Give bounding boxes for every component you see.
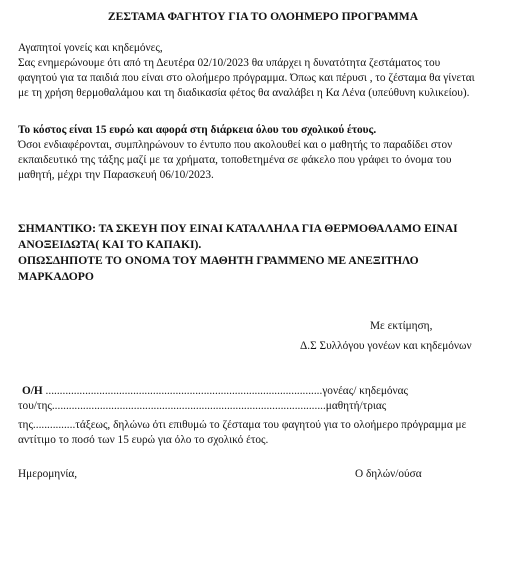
notice-line: ΣΗΜΑΝΤΙΚΟ: ΤΑ ΣΚΕΥΗ ΠΟΥ ΕΙΝΑΙ ΚΑΤΑΛΛΗΛΑ ΓΙΑ ΘΕΡΜΟΘΑΛΑΜΟ ΕΙΝΑΙ [18, 222, 458, 235]
greeting: Αγαπητοί γονείς και κηδεμόνες, [18, 42, 163, 54]
intro-line: με τη χρήση θερμοθαλάμου και τη διαδικασία φέτος θα αναλάβει η Κα Λένα (υπεύθυνη κυλικείου). [18, 87, 470, 99]
date-label: Ημερομηνία, [18, 468, 78, 480]
form-line-class[interactable]: της...............τάξεως, δηλώνω ότι επιθυμώ το ζέσταμα του φαγητού για το ολοήμερο πρόγραμμα με [18, 419, 467, 431]
notice-line: ΟΠΩΣΔΗΠΟΤΕ ΤΟ ΟΝΟΜΑ ΤΟΥ ΜΑΘΗΤΗ ΓΡΑΜΜΕΝΟ ΜΕ ΑΝΕΞΙΤΗΛΟ [18, 254, 419, 267]
signoff [300, 319, 510, 354]
declaration-form [18, 384, 516, 448]
cost-highlight: Το κόστος είναι 15 ευρώ και αφορά στη διάρκεια όλου του σχολικού έτους. [18, 124, 377, 136]
declarant-label: Ο δηλών/ούσα [355, 468, 422, 480]
cost-line: εκπαιδευτικό της τάξης μαζί με τα χρήματα, τοποθετημένα σε φάκελο που γράφει το όνομα του [18, 154, 452, 166]
notice-line: ΜΑΡΚΑΔΟΡΟ [18, 270, 94, 283]
form-label-oh: Ο/Η [22, 385, 43, 397]
form-line-student[interactable]: του/της.................................................................................................μαθητή/τριας [18, 400, 387, 412]
intro-line: Σας ενημερώνουμε ότι από τη Δευτέρα 02/10/2023 θα υπάρχει η δυνατότητα ζεστάματος του [18, 57, 441, 69]
cost-line: Όσοι ενδιαφέρονται, συμπληρώνουν το έντυπο που ακολουθεί και ο μαθητής το παραδίδει στον [18, 139, 453, 151]
guardian-name-blank[interactable]: ..................................................................................................γονέας/ κηδεμόνας [42, 385, 409, 397]
notice-line: ΑΝΟΞΕΙΔΩΤΑ( ΚΑΙ ΤΟ ΚΑΠΑΚΙ). [18, 238, 202, 251]
document-title: ΖΕΣΤΑΜΑ ΦΑΓΗΤΟΥ ΓΙΑ ΤΟ ΟΛΟΗΜΕΡΟ ΠΡΟΓΡΑΜΜΑ [107, 10, 419, 23]
form-line-cost: αντίτιμο το ποσό των 15 ευρώ για όλο το σχολικό έτος. [18, 434, 269, 446]
form-line-guardian [22, 384, 516, 399]
cost-paragraph [18, 123, 512, 183]
cost-line: μαθητή, μέχρι την Παρασκευή 06/10/2023. [18, 169, 214, 181]
intro-paragraph [18, 41, 512, 101]
important-notice [18, 221, 512, 285]
signer: Δ.Σ Συλλόγου γονέων και κηδεμόνων [300, 340, 472, 352]
regards: Με εκτίμηση, [370, 320, 433, 332]
intro-line: φαγητού για τα παιδιά που είναι στο ολοήμερο πρόγραμμα. Όπως και πέρυσι , το ζέσταμα θα γίνεται [18, 72, 475, 84]
